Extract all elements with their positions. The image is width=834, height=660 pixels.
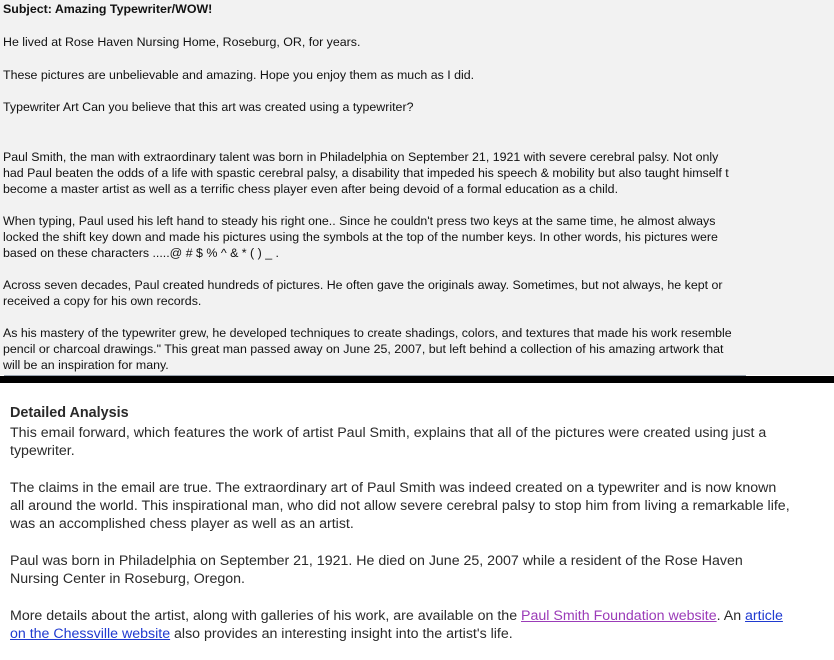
email-para3-line: received a copy for his own records. (3, 294, 202, 308)
analysis-heading: Detailed Analysis (10, 405, 129, 421)
email-para4-line: will be an inspiration for many. (3, 358, 169, 372)
analysis-p1-line: This email forward, which features the work of artist Paul Smith, explains that all of the pictures were created using just a (10, 425, 767, 441)
analysis-p4-text: also provides an interesting insight into the artist's life. (170, 626, 513, 642)
email-para4-line: As his mastery of the typewriter grew, he developed techniques to create shadings, colors, and textures that made his work resemble (3, 326, 732, 340)
analysis-p4-text: More details about the artist, along with galleries of his work, are available on the (10, 608, 522, 624)
email-para2-line: locked the shift key down and made his pictures using the symbols at the top of the number keys. In other words, his pictures were (3, 230, 718, 244)
analysis-p3-line: Paul was born in Philadelphia on September 21, 1921. He died on June 25, 2007 while a resident of the Rose Haven (10, 553, 743, 569)
email-line-3: Typewriter Art Can you believe that this art was created using a typewriter? (3, 100, 414, 114)
email-line-2: These pictures are unbelievable and amazing. Hope you enjoy them as much as I did. (3, 68, 475, 82)
analysis-section (0, 383, 834, 660)
email-para1-line: Paul Smith, the man with extraordinary talent was born in Philadelphia on September 21, 1921 with severe cerebral palsy. Not only (3, 150, 719, 164)
email-para1-line: had Paul beaten the odds of a life with spastic cerebral palsy, a disability that impeded his speech & mobility but also taught himself t (3, 166, 729, 180)
chessville-article-link[interactable]: article (745, 608, 783, 624)
analysis-p4-line (10, 607, 783, 625)
analysis-p4-line (10, 625, 513, 643)
analysis-p3-line: Nursing Center in Roseburg, Oregon. (10, 571, 246, 587)
email-para2-line: When typing, Paul used his left hand to steady his right one.. Since he couldn't press two keys at the same time, he almost always (3, 214, 716, 228)
analysis-p2-line: all around the world. This inspirational man, who did not allow severe cerebral palsy to stop him from living a remarkable life, (10, 498, 790, 514)
email-para4-line: pencil or charcoal drawings." This great man passed away on June 25, 2007, but left behind a collection of his amazing artwork that (3, 342, 724, 356)
email-para2-line: based on these characters .....@ # $ % ^ & * ( ) _ . (3, 246, 279, 260)
analysis-p2-line: was an accomplished chess player as well as an artist. (10, 516, 354, 532)
chessville-article-link[interactable]: on the Chessville website (10, 626, 171, 642)
email-para3-line: Across seven decades, Paul created hundreds of pictures. He often gave the originals away. Sometimes, but not always, he kept or (3, 278, 723, 292)
analysis-p2-line: The claims in the email are true. The extraordinary art of Paul Smith was indeed created on a typewriter and is now known (10, 480, 777, 496)
email-subject: Subject: Amazing Typewriter/WOW! (3, 2, 213, 16)
analysis-p4-text: . An (716, 608, 746, 624)
email-para1-line: become a master artist as well as a terrific chess player even after being devoid of a formal education as a child. (3, 182, 619, 196)
email-line-1: He lived at Rose Haven Nursing Home, Roseburg, OR, for years. (3, 35, 361, 49)
paul-smith-foundation-link[interactable]: Paul Smith Foundation website (521, 608, 717, 624)
section-divider (0, 376, 834, 383)
analysis-p1-line: typewriter. (10, 443, 75, 459)
